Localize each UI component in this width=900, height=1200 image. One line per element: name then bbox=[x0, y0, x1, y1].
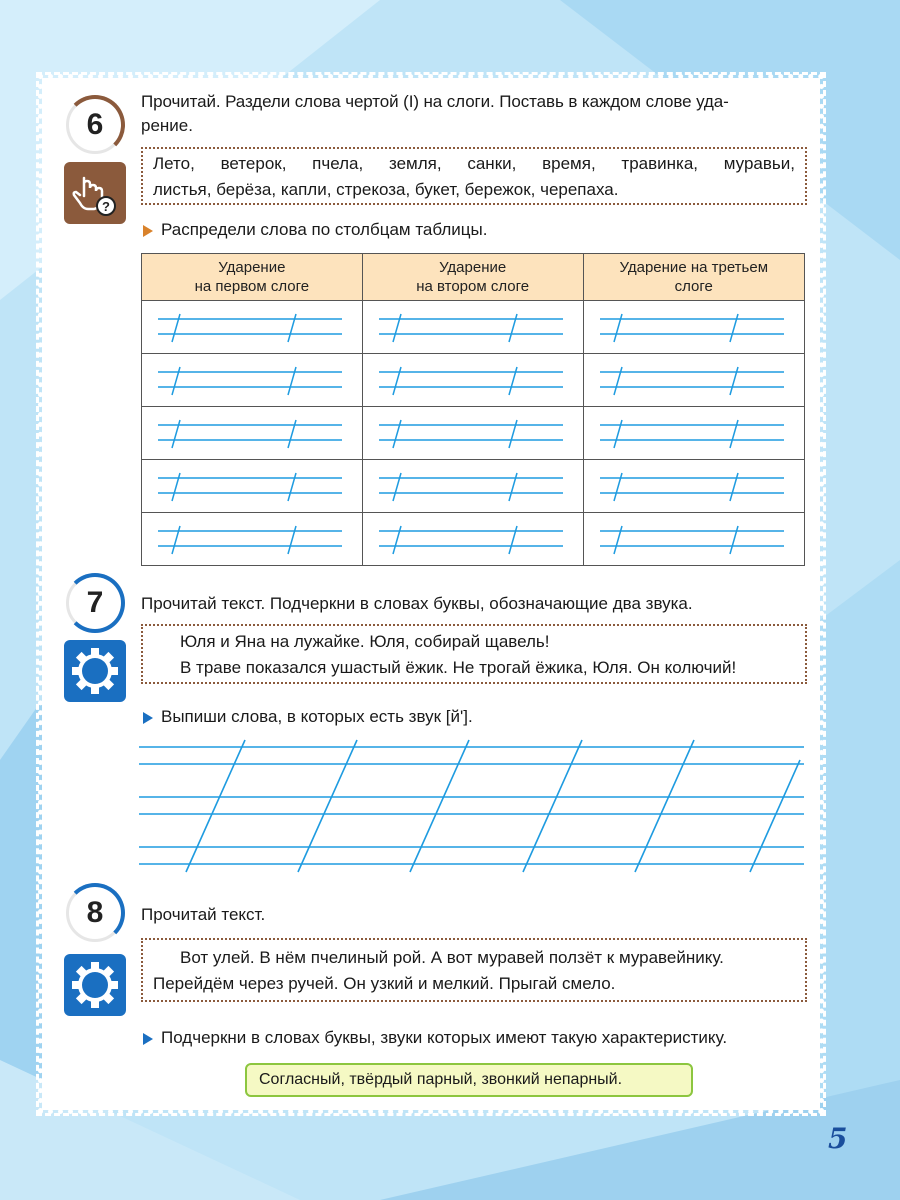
table-cell[interactable] bbox=[362, 513, 583, 566]
slant-line bbox=[410, 740, 469, 872]
slant-line bbox=[509, 420, 517, 448]
slant-line bbox=[393, 314, 401, 342]
slant-line bbox=[614, 367, 622, 395]
gear-icon bbox=[64, 954, 126, 1016]
table-cell[interactable] bbox=[583, 354, 804, 407]
slant-line bbox=[393, 367, 401, 395]
slant-line bbox=[730, 314, 738, 342]
task-8-instruction: Прочитай текст. bbox=[141, 905, 266, 924]
task-6-subtask: Распредели слова по столбцам таблицы. bbox=[143, 218, 487, 242]
writing-guide bbox=[142, 408, 358, 458]
slant-line bbox=[172, 526, 180, 554]
table-row bbox=[142, 301, 805, 354]
task-8-subtask: Подчеркни в словах буквы, звуки которых имеют такую характеристику. bbox=[143, 1026, 727, 1050]
table-cell[interactable] bbox=[362, 301, 583, 354]
table-row bbox=[142, 407, 805, 460]
writing-guide bbox=[142, 514, 358, 564]
task-7-text-box: Юля и Яна на лужайке. Юля, собирай щавель! В траве показался ушастый ёжик. Не трогай ёжика, Юля. Он колючий! bbox=[141, 624, 807, 684]
writing-guide bbox=[584, 408, 800, 458]
task-7-subtask: Выпиши слова, в которых есть звук [й']. bbox=[143, 705, 473, 729]
arrow-right-icon bbox=[143, 225, 153, 237]
task-6-instruction: Прочитай. Раздели слова чертой (I) на слоги. Поставь в каждом слове уда- рение. bbox=[141, 92, 729, 135]
hand-question-icon bbox=[64, 162, 126, 224]
slant-line bbox=[172, 420, 180, 448]
table-cell[interactable] bbox=[362, 354, 583, 407]
table-row bbox=[142, 513, 805, 566]
task-7-instruction: Прочитай текст. Подчеркни в словах буквы, обозначающие два звука. bbox=[141, 594, 693, 613]
page-number: 5 bbox=[828, 1122, 848, 1155]
slant-line bbox=[288, 526, 296, 554]
slant-line bbox=[172, 314, 180, 342]
writing-guide bbox=[363, 514, 579, 564]
svg-text:?: ? bbox=[102, 199, 110, 214]
table-cell[interactable] bbox=[142, 460, 363, 513]
slant-line bbox=[288, 420, 296, 448]
slant-line bbox=[288, 314, 296, 342]
table-cell[interactable] bbox=[583, 513, 804, 566]
slant-line bbox=[298, 740, 357, 872]
task-8-text-box: Вот улей. В нём пчелиный рой. А вот муравей ползёт к муравейнику. Перейдём через ручей. Он узкий и мелкий. Прыгай смело. bbox=[141, 938, 807, 1002]
slant-line bbox=[393, 473, 401, 501]
writing-guide bbox=[363, 461, 579, 511]
slant-line bbox=[730, 526, 738, 554]
writing-guide bbox=[142, 302, 358, 352]
writing-guide bbox=[142, 461, 358, 511]
slant-line bbox=[172, 367, 180, 395]
slant-line bbox=[393, 420, 401, 448]
writing-guide bbox=[142, 355, 358, 405]
writing-guide bbox=[584, 355, 800, 405]
table-cell[interactable] bbox=[583, 460, 804, 513]
writing-guide bbox=[584, 461, 800, 511]
slant-line bbox=[614, 526, 622, 554]
writing-guide bbox=[363, 302, 579, 352]
table-cell[interactable] bbox=[362, 460, 583, 513]
table-cell[interactable] bbox=[142, 301, 363, 354]
writing-guide bbox=[363, 408, 579, 458]
stress-table-header-2: Ударение на втором слоге bbox=[362, 254, 583, 301]
slant-line bbox=[186, 740, 245, 872]
stress-table-header-3: Ударение на третьем слоге bbox=[583, 254, 804, 301]
slant-line bbox=[730, 367, 738, 395]
slant-line bbox=[730, 473, 738, 501]
gear-icon bbox=[64, 640, 126, 702]
slant-line bbox=[635, 740, 694, 872]
table-cell[interactable] bbox=[583, 301, 804, 354]
table-row bbox=[142, 354, 805, 407]
stress-table bbox=[141, 253, 805, 566]
slant-line bbox=[523, 740, 582, 872]
slant-line bbox=[509, 526, 517, 554]
task-7-number: 7 bbox=[66, 574, 124, 632]
stress-table-header-1: Ударение на первом слоге bbox=[142, 254, 363, 301]
arrow-right-icon bbox=[143, 1033, 153, 1045]
slant-line bbox=[172, 473, 180, 501]
writing-guide bbox=[363, 355, 579, 405]
slant-line bbox=[614, 314, 622, 342]
task-6-words-box: Лето, ветерок, пчела, земля, санки, время, травинка, муравьи, листья, берёза, капли, стрекоза, букет, бережок, черепаха. bbox=[141, 147, 807, 205]
task-8-number: 8 bbox=[66, 884, 124, 942]
writing-lines bbox=[0, 735, 900, 875]
table-cell[interactable] bbox=[583, 407, 804, 460]
slant-line bbox=[509, 367, 517, 395]
slant-line bbox=[730, 420, 738, 448]
table-cell[interactable] bbox=[362, 407, 583, 460]
slant-line bbox=[614, 420, 622, 448]
writing-guide bbox=[584, 514, 800, 564]
task-6-number: 6 bbox=[66, 96, 124, 154]
table-cell[interactable] bbox=[142, 407, 363, 460]
slant-line bbox=[509, 473, 517, 501]
slant-line bbox=[750, 760, 800, 872]
arrow-right-icon bbox=[143, 712, 153, 724]
writing-guide bbox=[584, 302, 800, 352]
slant-line bbox=[614, 473, 622, 501]
slant-line bbox=[288, 367, 296, 395]
table-cell[interactable] bbox=[142, 513, 363, 566]
table-cell[interactable] bbox=[142, 354, 363, 407]
slant-line bbox=[393, 526, 401, 554]
slant-line bbox=[509, 314, 517, 342]
characteristic-box: Согласный, твёрдый парный, звонкий непарный. bbox=[245, 1063, 693, 1097]
slant-line bbox=[288, 473, 296, 501]
table-row bbox=[142, 460, 805, 513]
